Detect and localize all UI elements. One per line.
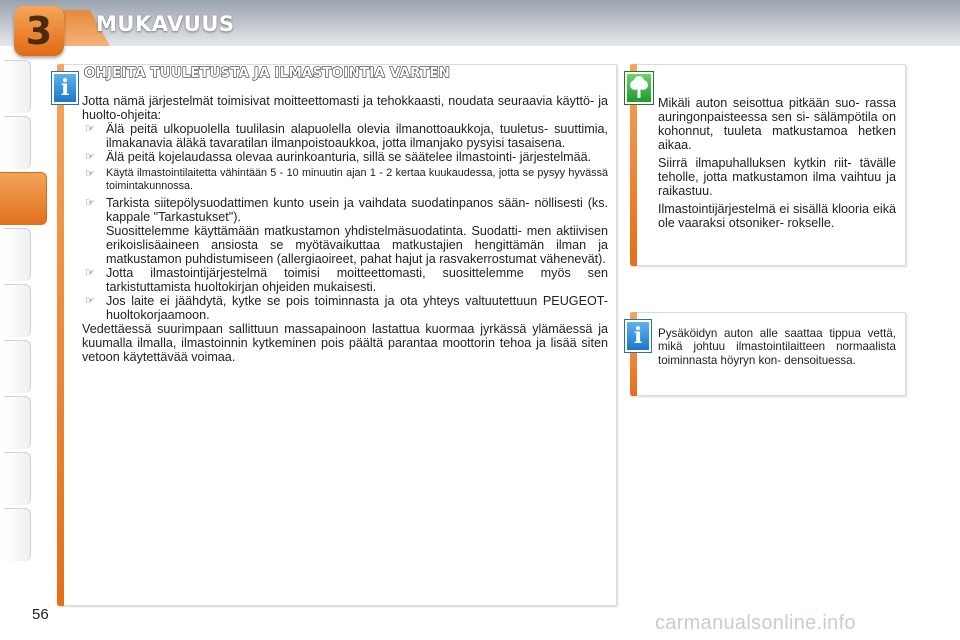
list-item: ☞ Jos laite ei jäähdytä, kytke se pois toiminnasta ja ota yhteys valtuutettuun PEUGEOT-huoltokorjaamoon. [85, 294, 608, 322]
chapter-side-tabs [0, 60, 34, 580]
pointing-hand-icon: ☞ [85, 167, 95, 180]
pointing-hand-icon: ☞ [85, 294, 95, 307]
side-tab-2[interactable] [4, 116, 31, 169]
pointing-hand-icon: ☞ [85, 266, 95, 279]
intro-paragraph: Jotta nämä järjestelmät toimisivat moitteettomasti ja tehokkaasti, noudata seuraavia käyttö- ja huolto-ohjeita: [82, 94, 608, 122]
info-icon: i [52, 72, 78, 104]
side-tab-7[interactable] [4, 396, 31, 449]
eco-paragraph: Ilmastointijärjestelmä ei sisällä klooria eikä ole vaaraksi otsoniker- rokselle. [658, 202, 896, 230]
info-icon: i [625, 320, 651, 352]
section-title: OHJEITA TUULETUSTA JA ILMASTOINTIA VARTEN [84, 66, 451, 81]
info-note-text: Pysäköidyn auton alle saattaa tippua vettä, mikä johtuu ilmastointilaitteen normaalista toiminnasta höyryn kon- densoituessa. [658, 327, 896, 367]
page-number: 56 [32, 606, 49, 623]
list-item: ☞ Käytä ilmastointilaitetta vähintään 5 - 10 minuutin ajan 1 - 2 kertaa kuukaudessa, jotta se pysyy hyvässä toimintakunnossa. [85, 167, 608, 192]
side-tab-9[interactable] [4, 508, 31, 561]
side-tab-8[interactable] [4, 452, 31, 505]
closing-paragraph: Vedettäessä suurimpaan sallittuun massapainoon lastattua kuormaa jyrkässä ylämäessä ja kuumalla ilmalla, ilmastoinnin kytkeminen pois päältä parantaa moottorin tehoa ja lisää siten vetoon käytettävää voimaa. [82, 322, 608, 364]
list-item: ☞ Tarkista siitepölysuodattimen kunto usein ja vaihdata suodatinpanos sään- nöllisesti (ks. kappale "Tarkastukset"). [85, 196, 608, 224]
list-item: ☞ Jotta ilmastointijärjestelmä toimisi moitteettomasti, suosittelemme myös sen tarkistuttamista huoltokirjan ohjeiden mukaisesti. [85, 266, 608, 294]
side-tab-6[interactable] [4, 340, 31, 393]
eco-tree-icon [625, 72, 653, 104]
eco-paragraph: Siirrä ilmapuhalluksen kytkin riit- tävälle teholle, jotta matkustamon ilma vaihtuu ja raikastuu. [658, 156, 896, 198]
chapter-number-badge: 3 [14, 6, 64, 56]
pointing-hand-icon: ☞ [85, 196, 95, 209]
watermark: carmanualsonline.info [655, 612, 856, 634]
eco-tree-icon-graphic [627, 74, 651, 102]
eco-tip-text [658, 96, 896, 230]
side-tab-1[interactable] [4, 60, 31, 113]
pointing-hand-icon: ☞ [85, 150, 95, 163]
pointing-hand-icon: ☞ [85, 122, 95, 135]
side-tab-active[interactable] [0, 172, 47, 225]
side-tab-5[interactable] [4, 284, 31, 337]
page-title: MUKAVUUS [96, 12, 235, 36]
list-item: ☞ Älä peitä ulkopuolella tuulilasin alapuolella olevia ilmanottoaukkoja, tuuletus- suuttimia, ilmakanavia äläkä tavaratilan ilmanpoistoaukkoa, jotta ilmanjako pysyisi tasaisena. [85, 122, 608, 150]
panel-accent-stripe [57, 64, 64, 606]
eco-paragraph: Mikäli auton seisottua pitkään suo- rassa auringonpaisteessa sen si- sälämpötila on kohonnut, tuuleta matkustamoa hetken aikaa. [658, 96, 896, 152]
list-item: ☞ Älä peitä kojelaudassa olevaa aurinkoanturia, sillä se säätelee ilmastointi- järjestelmää. [85, 150, 592, 164]
main-body-text [82, 94, 608, 364]
side-tab-4[interactable] [4, 228, 31, 281]
filter-note: Suosittelemme käyttämään matkustamon yhdistelmäsuodatinta. Suodatti- men aktiivisen erikoislisäaineen ansiosta se myötävaikuttaa matkustajien hengittämän ilman ja matkustamon puhdistumiseen (allergiaoireet, pahat hajut ja rasvakerrostumat vähenevät). [106, 224, 608, 266]
